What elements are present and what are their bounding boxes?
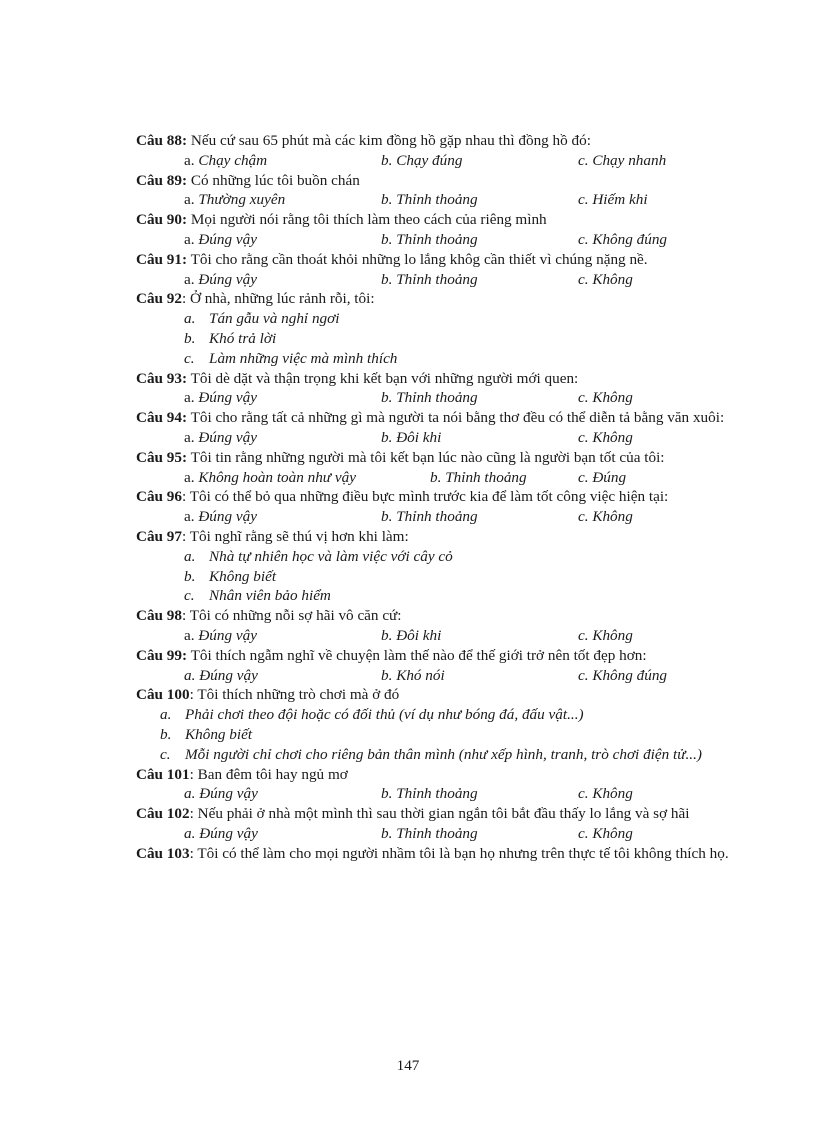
option-a: a. Phải chơi theo đội hoặc có đối thủ (ví dụ như bóng đá, đấu vật...) <box>160 706 584 724</box>
question-102 <box>136 804 736 824</box>
question-label: Câu 95: <box>136 448 188 466</box>
options-row <box>136 824 736 844</box>
options-row <box>136 666 736 686</box>
option-b: b. Đôi khi <box>381 626 442 644</box>
option-a: a. Đúng vậy <box>184 508 257 526</box>
option-c: c. Đúng <box>578 468 627 486</box>
question-label: Câu 94: <box>136 409 188 427</box>
document-body <box>136 131 736 863</box>
option-c: c. Không <box>578 626 633 644</box>
option-c: c. Nhân viên bảo hiểm <box>184 587 331 605</box>
option-b: b. Thỉnh thoảng <box>381 824 478 842</box>
question-text: Tôi dè dặt và thận trọng khi kết bạn với những người mới quen: <box>187 369 579 387</box>
option-c: c. Không <box>578 785 633 803</box>
question-95 <box>136 448 736 468</box>
question-label: Câu 97 <box>136 527 182 545</box>
question-label: Câu 93: <box>136 369 188 387</box>
option-b: b. Khó nói <box>381 666 445 684</box>
option-b: b. Thỉnh thoảng <box>381 270 478 288</box>
question-text: : Tôi nghĩ rằng sẽ thú vị hơn khi làm: <box>182 527 409 545</box>
question-97 <box>136 527 736 547</box>
question-label: Câu 90: <box>136 211 188 229</box>
options-row <box>136 388 736 408</box>
question-label: Câu 98 <box>136 607 182 625</box>
options-row <box>136 626 736 646</box>
question-89 <box>136 171 736 191</box>
question-88 <box>136 131 736 151</box>
question-label: Câu 96 <box>136 488 182 506</box>
question-text: Tôi tin rằng những người mà tôi kết bạn lúc nào cũng là người bạn tốt của tôi: <box>187 448 665 466</box>
question-label: Câu 89: <box>136 171 188 189</box>
options-row <box>136 468 736 488</box>
question-text: : Tôi có những nỗi sợ hãi vô căn cứ: <box>182 607 402 625</box>
question-text: : Ở nhà, những lúc rảnh rỗi, tôi: <box>182 290 375 308</box>
options-row <box>136 270 736 290</box>
question-93 <box>136 369 736 389</box>
option-c: c. Hiếm khi <box>578 191 648 209</box>
question-96 <box>136 487 736 507</box>
option-c: c. Chạy nhanh <box>578 151 667 169</box>
question-label: Câu 101 <box>136 765 190 783</box>
option-c: c. Không <box>578 389 633 407</box>
option-a: a. Đúng vậy <box>184 666 258 684</box>
question-text: : Ban đêm tôi hay ngủ mơ <box>189 765 348 783</box>
option-c: c. Làm những việc mà mình thích <box>184 349 398 367</box>
question-text: Tôi thích ngẫm nghĩ về chuyện làm thế nào để thế giới trở nên tốt đẹp hơn: <box>187 646 647 664</box>
option-b: b. Thỉnh thoảng <box>381 785 478 803</box>
options-list <box>136 547 736 606</box>
question-text: Có những lúc tôi buồn chán <box>187 171 360 189</box>
option-c: c. Không đúng <box>578 666 668 684</box>
option-a: a. Đúng vậy <box>184 428 257 446</box>
question-99 <box>136 646 736 666</box>
options-list <box>136 705 736 764</box>
options-row <box>136 230 736 250</box>
option-b: b. Thỉnh thoảng <box>430 468 527 486</box>
option-a: a. Tán gẫu và nghỉ ngơi <box>184 310 340 328</box>
option-b: b. Thỉnh thoảng <box>381 230 478 248</box>
question-text: Tôi cho rằng tất cả những gì mà người ta nói bằng thơ đều có thể diễn tả bằng văn xuôi: <box>187 409 725 427</box>
option-c: c. Không <box>578 428 633 446</box>
question-100 <box>136 685 736 705</box>
question-text: Mọi người nói rằng tôi thích làm theo cách của riêng mình <box>187 211 547 229</box>
question-text: : Tôi có thể làm cho mọi người nhầm tôi là bạn họ nhưng trên thực tế tôi không thích họ. <box>189 844 729 862</box>
options-row <box>136 784 736 804</box>
question-92 <box>136 289 736 309</box>
question-101 <box>136 765 736 785</box>
option-a: a. Đúng vậy <box>184 824 258 842</box>
question-label: Câu 91: <box>136 250 188 268</box>
question-94 <box>136 408 736 428</box>
option-c: c. Không <box>578 824 633 842</box>
option-c: c. Mỗi người chỉ chơi cho riêng bản thân mình (như xếp hình, tranh, trò chơi điện tử...) <box>160 745 702 763</box>
question-label: Câu 88: <box>136 132 188 149</box>
options-row <box>136 151 736 171</box>
option-b: b. Khó trả lời <box>184 329 277 347</box>
option-c: c. Không đúng <box>578 230 668 248</box>
option-b: b. Đôi khi <box>381 428 442 446</box>
option-a: a. Chạy chậm <box>184 151 268 169</box>
question-label: Câu 100 <box>136 686 190 704</box>
question-98 <box>136 606 736 626</box>
option-c: c. Không <box>578 508 633 526</box>
question-text: : Tôi thích những trò chơi mà ở đó <box>189 686 400 704</box>
option-a: a. Không hoàn toàn như vậy <box>184 468 356 486</box>
option-a: a. Đúng vậy <box>184 389 257 407</box>
options-row <box>136 190 736 210</box>
question-label: Câu 102 <box>136 805 190 823</box>
question-label: Câu 99: <box>136 646 188 664</box>
option-c: c. Không <box>578 270 633 288</box>
options-row <box>136 507 736 527</box>
option-b: b. Chạy đúng <box>381 151 463 169</box>
option-b: b. Thỉnh thoảng <box>381 389 478 407</box>
page-number: 147 <box>396 1057 420 1074</box>
option-b: b. Thỉnh thoảng <box>381 508 478 526</box>
question-label: Câu 92 <box>136 290 182 308</box>
option-b: b. Không biết <box>160 725 253 743</box>
question-91 <box>136 250 736 270</box>
option-b: b. Không biết <box>184 567 277 585</box>
option-a: a. Đúng vậy <box>184 230 257 248</box>
option-b: b. Thỉnh thoảng <box>381 191 478 209</box>
options-list <box>136 309 736 368</box>
option-a: a. Nhà tự nhiên học và làm việc với cây cỏ <box>184 547 453 565</box>
question-text: Nếu cứ sau 65 phút mà các kim đồng hồ gặp nhau thì đồng hồ đó: <box>187 132 591 149</box>
option-a: a. Thường xuyên <box>184 191 286 209</box>
question-text: Tôi cho rằng cần thoát khỏi những lo lắng khôg cần thiết vì chúng nặng nề. <box>187 250 648 268</box>
option-a: a. Đúng vậy <box>184 270 257 288</box>
question-label: Câu 103 <box>136 844 190 862</box>
options-row <box>136 428 736 448</box>
option-a: a. Đúng vậy <box>184 626 257 644</box>
question-103 <box>136 844 736 864</box>
question-text: : Nếu phải ở nhà một mình thì sau thời gian ngắn tôi bắt đầu thấy lo lắng và sợ hãi <box>189 805 690 823</box>
question-90 <box>136 210 736 230</box>
question-text: : Tôi có thể bỏ qua những điều bực mình trước kia để làm tốt công việc hiện tại: <box>182 488 669 506</box>
option-a: a. Đúng vậy <box>184 785 258 803</box>
